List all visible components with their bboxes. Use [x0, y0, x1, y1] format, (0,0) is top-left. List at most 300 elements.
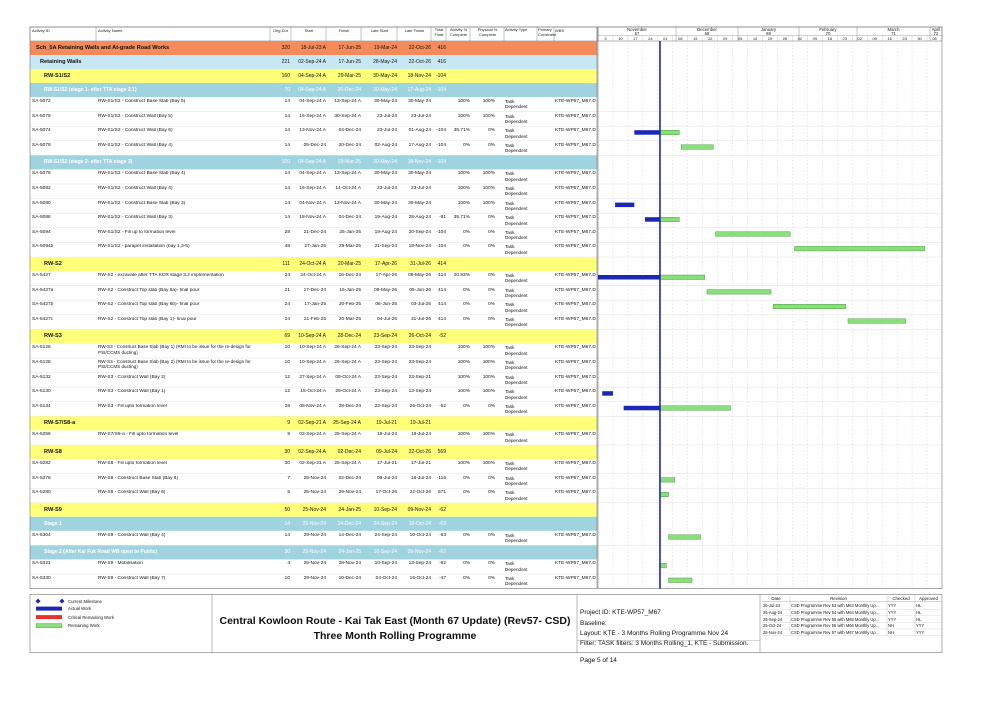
cell-start: 02-Sep-24 A: [299, 432, 326, 438]
cell-float: -104: [436, 128, 446, 134]
summary-cell-float: -104: [435, 73, 446, 79]
cell-lfinish: 03-Jul-26: [411, 302, 431, 308]
cell-dur: 4: [287, 561, 290, 567]
summary-cell-finish: 28-Dec-24: [337, 333, 361, 340]
summary-cell-float: -52: [438, 333, 446, 340]
cell-wbs: KTE-WP57_M67.D: [555, 142, 596, 148]
cell-finish: 28-Nov-24: [338, 561, 361, 567]
summary-cell-start: 02-Sep-24 A: [298, 449, 326, 455]
column-header: Activity ID: [32, 28, 50, 33]
cell-dur: 14: [284, 186, 290, 191]
cell-phys: 0%: [488, 142, 495, 148]
cell-float: 414: [437, 316, 446, 322]
column-header: Finish: [338, 28, 350, 33]
cell-wbs: KTE-WP57_M67.D: [555, 302, 596, 308]
cell-name: RW-S1/S2 - Construct Base Slab (Bay 4): [98, 171, 186, 177]
summary-cell-dur: 111: [282, 261, 290, 267]
cell-phys: 0%: [488, 475, 495, 481]
cell-start: 21-Feb-25: [303, 316, 326, 322]
cell-type: Task Dependent: [505, 229, 528, 241]
cell-phys: 0%: [488, 302, 495, 308]
summary-row-label: RW-S2: [44, 261, 62, 267]
cell-type: Task Dependent: [505, 171, 528, 182]
cell-wbs: KTE-WP57_M67.D: [555, 99, 596, 104]
cell-finish: 13-Sep-24 A: [334, 171, 361, 177]
cell-pct: 100%: [457, 360, 470, 365]
month-year-label: 71: [891, 31, 896, 36]
cell-lfinish: 30-May-24: [408, 99, 431, 104]
week-label: 05: [737, 36, 743, 41]
summary-cell-dur: 9: [287, 420, 290, 427]
month-label: March: [887, 27, 900, 32]
cell-start: 04-Sep-24 A: [299, 171, 326, 177]
cell-lfinish: 26-Oct-24: [409, 403, 431, 409]
cell-lstart: 02-Aug-24: [374, 142, 397, 148]
cell-wbs: KTE-WP57_M67.D: [555, 171, 596, 177]
summary-cell-float: -62: [438, 549, 446, 556]
summary-cell-lstart: 24-Sep-24: [373, 520, 397, 527]
cell-type: Task Dependent: [505, 244, 528, 255]
month-label: December: [697, 27, 717, 32]
revision-cell: YYY: [888, 603, 897, 609]
cell-lfinish: 23-Sep-24: [408, 345, 431, 351]
summary-cell-float: 569: [437, 449, 446, 455]
cell-start: 17-Jan-25: [304, 302, 326, 308]
cell-phys: 100%: [482, 113, 495, 119]
summary-cell-finish: 29-Mar-25: [337, 73, 361, 79]
cell-lfinish: 30-May-24: [408, 200, 431, 206]
cell-wbs: KTE-WP57_M67.D: [555, 475, 596, 481]
revision-cell: YYY: [916, 623, 925, 629]
summary-cell-float: -63: [438, 520, 446, 527]
cell-name: RW-S9 - Construct Wall (Bay 7): [98, 576, 166, 581]
cell-pct: 0%: [463, 561, 470, 567]
cell-lfinish: 10-Oct-24: [409, 532, 431, 538]
cell-dur: 24: [284, 316, 290, 322]
month-year-label: 72: [933, 31, 939, 36]
cell-start: 29-Nov-24: [303, 576, 326, 581]
summary-cell-lfinish: 26-Oct-24: [408, 333, 431, 340]
week-label: 02: [797, 36, 803, 41]
cell-wbs: KTE-WP57_M67.D: [555, 200, 596, 206]
summary-cell-lstart: 09-Jul-24: [376, 449, 397, 455]
cell-lstart: 23-Jul-24: [377, 113, 397, 119]
cell-name: RW-S3 - Fill upto formation level: [98, 403, 167, 409]
legend-swatch: [36, 615, 62, 619]
cell-name: RW-S2 - Construct Top slab (Bay 6a)- final pour: [98, 287, 200, 293]
cell-id: SA-5276: [32, 475, 51, 481]
cell-wbs: KTE-WP57_M67.D: [555, 345, 596, 351]
actual-work-bar: [624, 406, 660, 411]
month-label: February: [819, 27, 837, 32]
summary-cell-start: 04-Sep-24 A: [298, 87, 326, 93]
summary-cell-lstart: 10-Sep-24: [373, 549, 397, 556]
summary-row-label: Sch_5A Retaining Walls and At-grade Road Works: [36, 45, 170, 51]
cell-lfinish: 13-Sep-24: [408, 389, 431, 395]
revision-cell: NH: [888, 623, 894, 629]
cell-lfinish: 16-Oct-24: [409, 576, 431, 581]
week-label: 24: [648, 36, 653, 41]
cell-float: -104: [436, 142, 446, 148]
summary-cell-lfinish: 19-Jul-21: [410, 420, 431, 427]
cell-name: RW-S8 - Construct Wall (Bay 6): [98, 490, 166, 496]
cell-dur: 14: [284, 142, 290, 148]
cell-start: 08-Nov-24 A: [299, 403, 326, 409]
legend-swatch: [36, 607, 62, 611]
summary-cell-dur: 70: [284, 87, 290, 93]
revision-header: Checked: [892, 595, 910, 601]
cell-wbs: KTE-WP57_M67.D: [555, 403, 596, 409]
revision-header: Revision: [830, 595, 847, 601]
cell-name: RW-S9 - Construct Wall (Bay 4): [98, 532, 166, 538]
page-number: Page 5 of 14: [580, 657, 617, 664]
cell-lfinish: 23-Sep-24: [408, 360, 431, 365]
column-header: Orig Dur: [272, 28, 289, 33]
cell-lstart: 17-Apr-26: [375, 273, 397, 278]
cell-name: RW-S1/S2 - Construct Base Slab (Bay 3): [98, 200, 186, 206]
revision-cell: CSD Programme Rev 56 with M66 Monthly Up...: [791, 623, 880, 629]
cell-finish: 29-Oct-24 A: [335, 389, 361, 395]
cell-name: RW-S1/S2 - Construct Wall (Bay 3): [98, 215, 173, 221]
cell-id: SA-5427c: [32, 316, 54, 322]
legend-label: Actual Work: [68, 606, 92, 612]
cell-pct: 35.71%: [453, 128, 470, 134]
cell-pct: 20.83%: [453, 273, 470, 278]
cell-lstart: 23-Sep-24: [374, 403, 397, 409]
week-label: 17: [633, 36, 638, 41]
cell-wbs: KTE-WP57_M67.D: [555, 229, 596, 235]
summary-cell-start: 04-Sep-24 A: [298, 159, 326, 166]
cell-pct: 0%: [463, 403, 470, 409]
chart-frame: [598, 27, 942, 589]
cell-type: Task Dependent: [505, 532, 528, 544]
cell-name: RW-S1/S2 - Construct Wall (Bay 4): [98, 142, 173, 148]
summary-cell-dur: 30: [284, 449, 290, 455]
summary-cell-lstart: 30-May-24: [373, 87, 397, 93]
cell-id: SA-5094: [32, 229, 51, 235]
remaining-work-bar: [660, 217, 679, 222]
cell-phys: 100%: [482, 200, 495, 206]
cell-type: Task Dependent: [505, 403, 528, 415]
cell-start: 18-Nov-24 A: [299, 215, 326, 221]
summary-cell-float: -104: [435, 87, 446, 93]
cell-phys: 100%: [482, 360, 495, 365]
remaining-work-bar: [707, 290, 771, 295]
summary-row-label: RW-S1/S2 (stage 2- after TTA stage 3): [44, 159, 133, 166]
column-header: Activity Name: [98, 28, 123, 33]
summary-cell-lstart: 17-Apr-26: [374, 261, 397, 267]
cell-phys: 0%: [488, 287, 495, 293]
cell-dur: 12: [284, 374, 290, 380]
revision-cell: NH: [888, 629, 894, 635]
summary-cell-start: 02-Sep-24 A: [298, 59, 326, 65]
cell-lstart: 23-Jul-24: [377, 128, 397, 134]
cell-start: 29-Nov-24: [303, 532, 326, 538]
summary-cell-float: -62: [438, 506, 446, 513]
cell-finish: 26-Sep-24 A: [334, 345, 361, 351]
cell-id: SA-5427a: [32, 287, 54, 293]
month-label: January: [760, 27, 777, 32]
column-header: Late Finish: [404, 28, 425, 33]
cell-type: Task Dependent: [505, 345, 528, 356]
cell-phys: 0%: [488, 244, 495, 250]
cell-wbs: KTE-WP57_M67.D: [555, 186, 596, 191]
cell-start: 27-Sep-24 A: [299, 374, 326, 380]
cell-id: SA-5076: [32, 171, 51, 177]
cell-id: SA-5080: [32, 200, 51, 206]
cell-dur: 14: [284, 128, 290, 134]
summary-cell-finish: 20-Dec-24: [337, 87, 361, 93]
week-label: 19: [767, 36, 773, 41]
remaining-work-bar: [660, 406, 731, 411]
cell-phys: 100%: [482, 345, 495, 351]
cell-phys: 0%: [488, 273, 495, 278]
week-label: 10: [618, 36, 623, 41]
remaining-work-bar: [660, 492, 669, 497]
cell-phys: 0%: [488, 128, 495, 134]
cell-pct: 0%: [463, 316, 470, 322]
cell-lfinish: 28-Aug-24: [408, 215, 431, 221]
cell-dur: 10: [284, 360, 290, 365]
summary-cell-finish: 24-Jan-25: [338, 549, 361, 556]
cell-wbs: KTE-WP57_M67.D: [555, 128, 596, 134]
summary-cell-lstart: 30-May-24: [373, 159, 397, 166]
actual-work-bar: [602, 391, 613, 396]
cell-dur: 14: [284, 99, 290, 104]
cell-pct: 35.71%: [453, 215, 470, 221]
cell-lstart: 19-Aug-24: [374, 215, 397, 221]
column-header: Physical % Complete: [477, 27, 498, 37]
revision-cell: YYY: [916, 629, 925, 635]
cell-lfinish: 31-Jul-26: [411, 316, 431, 322]
cell-id: SA-5304: [32, 532, 51, 538]
week-label: 15: [692, 36, 698, 41]
week-label: 12: [752, 36, 758, 41]
cell-phys: 0%: [488, 316, 495, 322]
cell-dur: 28: [284, 229, 290, 235]
layout-name: Layout: KTE - 3 Months Rolling Programme Nov 24: [580, 630, 729, 637]
cell-type: Task Dependent: [505, 200, 528, 211]
summary-cell-start: 29-Nov-24: [302, 520, 326, 527]
revision-cell: CSD Programme Rev 57 with M67 Monthly Up...: [791, 629, 880, 635]
cell-phys: 100%: [482, 432, 495, 438]
summary-cell-dur: 69: [284, 333, 290, 340]
cell-phys: 0%: [488, 403, 495, 409]
revision-header: Date: [771, 595, 781, 601]
cell-pct: 100%: [457, 113, 470, 119]
summary-row-label: RW-S1/S2 (stage 1- after TTA stage 2.1): [44, 87, 137, 93]
cell-lstart: 30-May-24: [374, 99, 397, 104]
summary-row-label: Stage 2 (After Kai Fuk Road WB open to Public): [44, 549, 158, 556]
summary-cell-finish: 17-Jun-25: [338, 45, 361, 51]
summary-cell-float: 414: [437, 261, 446, 267]
cell-phys: 100%: [482, 389, 495, 395]
month-label: April: [931, 27, 941, 32]
remaining-work-bar: [848, 319, 906, 324]
cell-start: 25-Nov-24: [303, 490, 326, 496]
cell-start: 15-Oct-24 A: [300, 389, 326, 395]
cell-dur: 28: [284, 403, 290, 409]
cell-pct: 100%: [457, 389, 470, 395]
cell-float: 414: [437, 302, 446, 308]
summary-cell-lstart: 10-Sep-24: [373, 506, 397, 513]
cell-finish: 09-Oct-24 A: [335, 374, 361, 380]
revision-cell: CSD Programme Rev 55 with M65 Monthly Up...: [791, 616, 880, 622]
cell-wbs: KTE-WP57_M67.D: [555, 561, 596, 567]
revision-cell: 25-Sep-24: [763, 616, 783, 622]
cell-lfinish: 30-May-24: [408, 171, 431, 177]
summary-cell-lfinish: 09-Nov-24: [407, 549, 431, 556]
cell-lstart: 23-Sep-24: [374, 360, 397, 365]
cell-dur: 14: [284, 215, 290, 221]
summary-cell-start: 04-Sep-24 A: [298, 73, 326, 79]
cell-finish: 29-Mar-25: [338, 244, 361, 250]
week-label: 08: [678, 36, 683, 41]
summary-cell-finish: 29-Mar-25: [337, 159, 361, 166]
summary-cell-lfinish: 10-Oct-24: [408, 520, 431, 527]
column-header: Start: [304, 28, 314, 33]
revision-cell: 25-Oct-24: [763, 623, 782, 629]
cell-wbs: KTE-WP57_M67.D: [555, 532, 596, 538]
project-id: Project ID: KTE-WP57_M67: [580, 609, 661, 616]
month-year-label: 70: [825, 31, 831, 36]
legend-label: Remaining Work: [68, 623, 100, 629]
cell-id: SA-5280: [32, 490, 51, 496]
cell-pct: 0%: [463, 302, 470, 308]
column-header: Primary Constraint: [538, 27, 557, 37]
cell-id: SA-5256: [32, 432, 51, 438]
cell-start: 21-Dec-24: [303, 229, 326, 235]
cell-id: SA-5427: [32, 273, 51, 278]
cell-lstart: 21-Sep-24: [374, 244, 397, 250]
revision-cell: HL: [916, 616, 922, 622]
cell-wbs: KTE-WP57_M67.D: [555, 244, 596, 250]
cell-dur: 12: [284, 389, 290, 395]
cell-finish: 13-Sep-24 A: [334, 99, 361, 104]
cell-start: 17-Dec-24: [303, 287, 326, 293]
remaining-work-bar: [681, 145, 713, 150]
cell-finish: 02-Dec-24: [338, 475, 361, 481]
cell-phys: 100%: [482, 99, 495, 104]
cell-id: SA-5094b: [32, 244, 54, 250]
cell-lfinish: 17-Jul-21: [411, 461, 431, 466]
summary-cell-finish: 25-Sep-24 A: [333, 420, 361, 427]
summary-row-label: Retaining Walls: [40, 59, 82, 65]
cell-name: RW-S3 - Construct Base Slab (Bay 2) (RMI to be issue for the re-design for PSI/CCMS ducting): [98, 359, 251, 370]
cell-name: RW-S9 - Mobilisation: [98, 561, 143, 567]
cell-float: -104: [436, 244, 446, 250]
cell-dur: 9: [287, 432, 290, 438]
cell-start: 04-Nov-24 A: [299, 200, 326, 206]
cell-name: RW-S1/S2 - parapet installation (bay 1,3-5): [98, 244, 190, 250]
cell-lfinish: 19-Jul-24: [411, 432, 431, 438]
cell-finish: 26-Sep-24 A: [334, 360, 361, 365]
cell-lstart: 23-Sep-24: [374, 374, 397, 380]
cell-type: Task Dependent: [505, 316, 528, 328]
cell-start: 25-Nov-24: [303, 475, 326, 481]
summary-row-label: Stage 1: [44, 520, 62, 527]
cell-type: Task Dependent: [505, 215, 528, 226]
cell-finish: 20-Feb-25: [338, 302, 361, 308]
week-label: 3: [604, 36, 607, 41]
cell-name: RW-S1/S2 - Construct Wall (Bay 6): [98, 128, 173, 134]
summary-cell-dur: 30: [284, 549, 290, 556]
cell-pct: 0%: [463, 490, 470, 496]
summary-cell-lstart: 30-May-24: [373, 73, 397, 79]
week-label: 02: [857, 36, 862, 41]
cell-start: 05-Dec-24: [303, 142, 326, 148]
cell-float: -81: [439, 215, 446, 221]
cell-wbs: KTE-WP57_M67.D: [555, 576, 596, 581]
cell-type: Task Dependent: [505, 360, 528, 371]
cell-dur: 10: [284, 576, 290, 581]
cell-float: 414: [437, 273, 446, 278]
cell-phys: 100%: [482, 186, 495, 191]
remaining-work-bar: [773, 304, 846, 309]
cell-type: Task Dependent: [505, 113, 528, 124]
cell-name: RW-S1/S2 - Construct Wall (Bay 5): [98, 113, 173, 119]
actual-work-bar: [598, 275, 660, 280]
cell-type: Task Dependent: [505, 374, 528, 385]
cell-dur: 24: [284, 302, 290, 308]
actual-work-bar: [645, 217, 660, 222]
cell-wbs: KTE-WP57_M67.D: [555, 432, 596, 438]
cell-id: SA-5128: [32, 360, 51, 365]
remaining-work-bar: [795, 246, 925, 251]
summary-cell-lstart: 19-Mar-24: [373, 45, 397, 51]
legend-label: Critical Remaining Work: [68, 614, 115, 620]
cell-finish: 20-Mar-25: [338, 316, 361, 322]
cell-type: Task Dependent: [505, 287, 528, 298]
cell-lstart: 30-May-24: [374, 171, 397, 177]
cell-lstart: 06-Jun-26: [375, 302, 397, 308]
cell-lfinish: 18-Nov-24: [408, 244, 431, 250]
summary-cell-start: 25-Nov-24: [302, 549, 326, 556]
summary-cell-finish: 17-Jun-25: [338, 59, 361, 65]
cell-finish: 25-Jan-25: [339, 229, 361, 235]
cell-lfinish: 17-Aug-24: [408, 142, 431, 148]
cell-id: SA-5079: [32, 113, 51, 119]
summary-cell-lfinish: 09-Nov-24: [407, 506, 431, 513]
summary-cell-finish: 02-Dec-24: [337, 449, 361, 455]
cell-dur: 7: [287, 475, 290, 481]
summary-cell-dur: 320: [281, 45, 290, 51]
summary-cell-lstart: 28-May-24: [373, 59, 397, 65]
cell-pct: 0%: [463, 244, 470, 250]
cell-type: Task Dependent: [505, 576, 528, 587]
cell-wbs: KTE-WP57_M67.D: [555, 389, 596, 395]
summary-row-label: RW-S3: [44, 333, 62, 340]
summary-cell-dur: 100: [281, 159, 290, 166]
cell-wbs: KTE-WP57_M67.D: [555, 374, 596, 380]
cell-float: 571: [437, 490, 446, 496]
cell-dur: 48: [284, 244, 290, 250]
summary-cell-start: 24-Oct-24 A: [299, 261, 326, 267]
cell-name: RW-S1/S2 - Construct Wall (Bay 4): [98, 186, 173, 191]
cell-finish: 16-Jan-25: [339, 287, 361, 293]
summary-cell-float: -104: [435, 159, 446, 166]
summary-cell-lfinish: 22-Oct-26: [408, 449, 431, 455]
cell-finish: 04-Dec-24: [338, 215, 361, 221]
summary-cell-lstart: 19-Jul-21: [376, 420, 397, 427]
cell-finish: 14-Oct-24 A: [335, 186, 361, 191]
month-year-label: 67: [634, 31, 640, 36]
summary-cell-dur: 221: [281, 59, 290, 65]
actual-work-bar: [634, 130, 660, 135]
cell-dur: 14: [284, 113, 290, 119]
cell-finish: 20-Dec-24: [338, 142, 361, 148]
revision-cell: 25-Jul-24: [763, 603, 781, 609]
